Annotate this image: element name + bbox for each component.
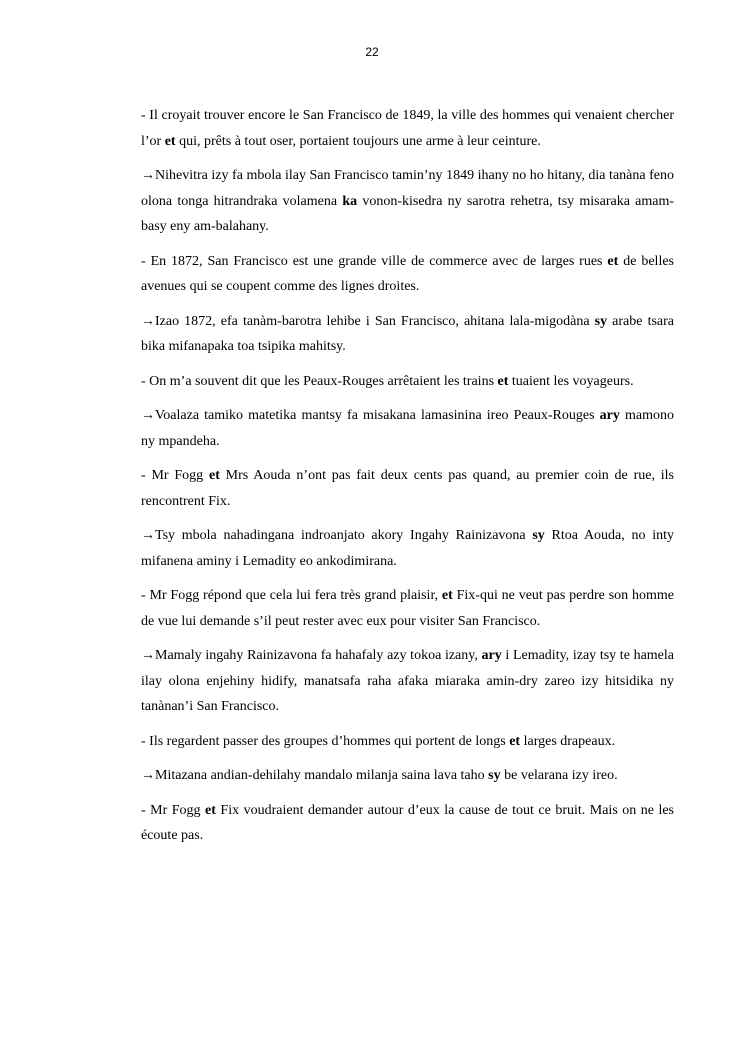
paragraph-malagasy: →Mamaly ingahy Rainizavona fa hahafaly azy tokoa izany, ary i Lemadity, izay tsy te hamela ilay olona enjehiny hidify, manatsafa raha afaka miaraka amin-dry zareo izy hitsidika ny tanànan’i San Francisco. bbox=[141, 648, 674, 714]
bold-conjunction: sy bbox=[594, 313, 608, 329]
paragraph-malagasy: →Voalaza tamiko matetika mantsy fa misakana lamasinina ireo Peaux-Rouges ary mamono ny mpandeha. bbox=[141, 408, 674, 449]
bold-conjunction: et bbox=[497, 373, 509, 389]
bold-conjunction: sy bbox=[488, 768, 501, 783]
paragraph-malagasy: →Mitazana andian-dehilahy mandalo milanja saina lava taho sy be velarana izy ireo. bbox=[141, 768, 618, 783]
paragraph-malagasy: →Izao 1872, efa tanàm-barotra lehibe i San Francisco, ahitana lala-migodàna sy arabe tsara bika mifanapaka toa tsipika mahitsy. bbox=[141, 313, 674, 354]
paragraph-french: - On m’a souvent dit que les Peaux-Rouges arrêtaient les trains et tuaient les voyageurs. bbox=[141, 373, 634, 389]
paragraph-french: - Mr Fogg et Fix voudraient demander autour d’eux la cause de tout ce bruit. Mais on ne les écoute pas. bbox=[141, 802, 675, 843]
bold-conjunction: et bbox=[441, 588, 453, 603]
bold-conjunction: et bbox=[607, 253, 619, 269]
bold-conjunction: et bbox=[205, 802, 216, 818]
page-number: 22 bbox=[365, 45, 379, 59]
bold-conjunction: sy bbox=[532, 528, 545, 543]
paragraph-french: - En 1872, San Francisco est une grande ville de commerce avec de larges rues et de belles avenues qui se coupent comme des lignes droites. bbox=[141, 253, 675, 294]
bold-conjunction: et bbox=[208, 468, 220, 483]
paragraph-french: - Mr Fogg répond que cela lui fera très grand plaisir, et Fix-qui ne veut pas perdre son homme de vue lui demande s’il peut rester avec eux pour visiter San Francisco. bbox=[141, 588, 675, 629]
bold-conjunction: et bbox=[164, 133, 176, 149]
paragraph-french: - Ils regardent passer des groupes d’hommes qui portent de longs et larges drapeaux. bbox=[141, 733, 616, 749]
paragraph-french: - Mr Fogg et Mrs Aouda n’ont pas fait deux cents pas quand, au premier coin de rue, ils rencontrent Fix. bbox=[141, 468, 674, 509]
body-text bbox=[141, 103, 674, 858]
bold-conjunction: ary bbox=[599, 408, 620, 423]
paragraph-french: - Il croyait trouver encore le San Francisco de 1849, la ville des hommes qui venaient chercher l’or et qui, prêts à tout oser, portaient toujours une arme à leur ceinture. bbox=[141, 108, 674, 149]
bold-conjunction: ka bbox=[342, 193, 358, 209]
paragraph-malagasy: →Tsy mbola nahadingana indroanjato akory Ingahy Rainizavona sy Rtoa Aouda, no inty mifanena aminy i Lemadity eo ankodimirana. bbox=[141, 528, 674, 569]
bold-conjunction: ary bbox=[481, 648, 502, 663]
paragraph-malagasy: →Nihevitra izy fa mbola ilay San Francisco tamin’ny 1849 ihany no ho hitany, dia tanàna feno olona tonga hitrandraka volamena ka vonon-kisedra ny sarotra rehetra, tsy misaraka amam-basy eny am-balahany. bbox=[141, 168, 675, 234]
bold-conjunction: et bbox=[509, 733, 521, 749]
